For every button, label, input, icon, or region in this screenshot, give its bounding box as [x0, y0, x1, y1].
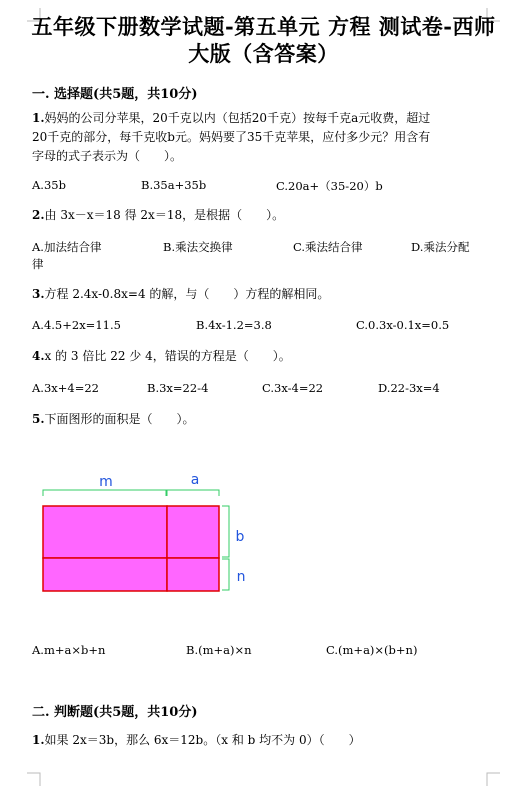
page-title-line2: 大版（含答案） [188, 41, 339, 66]
label-a: a [190, 472, 200, 488]
dimension-bracket-right [222, 506, 229, 590]
question-number: 5. [32, 412, 45, 426]
label-n: n [236, 569, 246, 585]
q5-option-a[interactable]: A.m+a×b+n [32, 643, 106, 657]
question-number: 4. [32, 349, 45, 363]
area-rectangles [43, 506, 219, 591]
q3-option-a[interactable]: A.4.5+2x=11.5 [32, 318, 121, 332]
q2-option-a[interactable]: A.加法结合律 [32, 240, 102, 254]
question-number: 2. [32, 208, 45, 222]
label-b: b [235, 529, 245, 545]
q2-option-d-wrap: 律 [32, 257, 44, 271]
q1-option-a[interactable]: A.35b [32, 178, 66, 192]
question-text: 妈妈的公司分苹果，20千克以内（包括20千克）按每千克a元收费，超过 [44, 111, 431, 125]
q4-option-b[interactable]: B.3x=22-4 [147, 381, 209, 395]
q3-option-b[interactable]: B.4x-1.2=3.8 [196, 318, 272, 332]
q3-option-c[interactable]: C.0.3x-0.1x=0.5 [356, 318, 450, 332]
q2-option-b[interactable]: B.乘法交换律 [163, 240, 233, 254]
q1-option-b[interactable]: B.35a+35b [141, 178, 207, 192]
q5-option-b[interactable]: B.(m+a)×n [186, 643, 252, 657]
rect-a-n [167, 558, 219, 591]
question-text: 由 3x－x＝18 得 2x＝18，是根据（ ）。 [44, 208, 285, 222]
q2-option-d[interactable]: D.乘法分配 [411, 240, 470, 254]
rect-a-b [167, 506, 219, 558]
question-1-line2: 20千克的部分，每千克收b元。妈妈要了35千克苹果，应付多少元？用含有 [32, 130, 431, 144]
label-m: m [99, 474, 113, 490]
q1-option-c[interactable]: C.20a+（35-20）b [276, 179, 383, 193]
question-number: 1. [32, 111, 45, 125]
q4-option-d[interactable]: D.22-3x=4 [378, 381, 440, 395]
q2-option-c[interactable]: C.乘法结合律 [293, 240, 363, 254]
question-number: 1. [32, 733, 45, 747]
section-heading-judgement: 二. 判断题(共5题，共10分) [32, 705, 198, 720]
q5-option-c[interactable]: C.(m+a)×(b+n) [326, 643, 418, 657]
question-text: x 的 3 倍比 22 少 4，错误的方程是（ ）。 [44, 349, 291, 363]
question-text: 方程 2.4x-0.8x=4 的解，与（ ）方程的解相同。 [44, 287, 330, 301]
q4-option-a[interactable]: A.3x+4=22 [32, 381, 99, 395]
judgement-1 [32, 731, 361, 750]
dimension-bracket-top [43, 490, 219, 496]
page-title-line1: 五年级下册数学试题-第五单元 方程 测试卷-西师 [31, 14, 496, 39]
question-text: 下面图形的面积是（ ）。 [44, 412, 195, 426]
question-number: 3. [32, 287, 45, 301]
question-1-line3: 字母的式子表示为（ ）。 [32, 149, 183, 163]
section-heading-choice: 一. 选择题(共5题，共10分) [32, 87, 198, 102]
question-text: 如果 2x＝3b，那么 6x＝12b。（x 和 b 均不为 0）（ ） [44, 733, 361, 747]
rect-m-n [43, 558, 167, 591]
q4-option-c[interactable]: C.3x-4=22 [262, 381, 324, 395]
rect-m-b [43, 506, 167, 558]
